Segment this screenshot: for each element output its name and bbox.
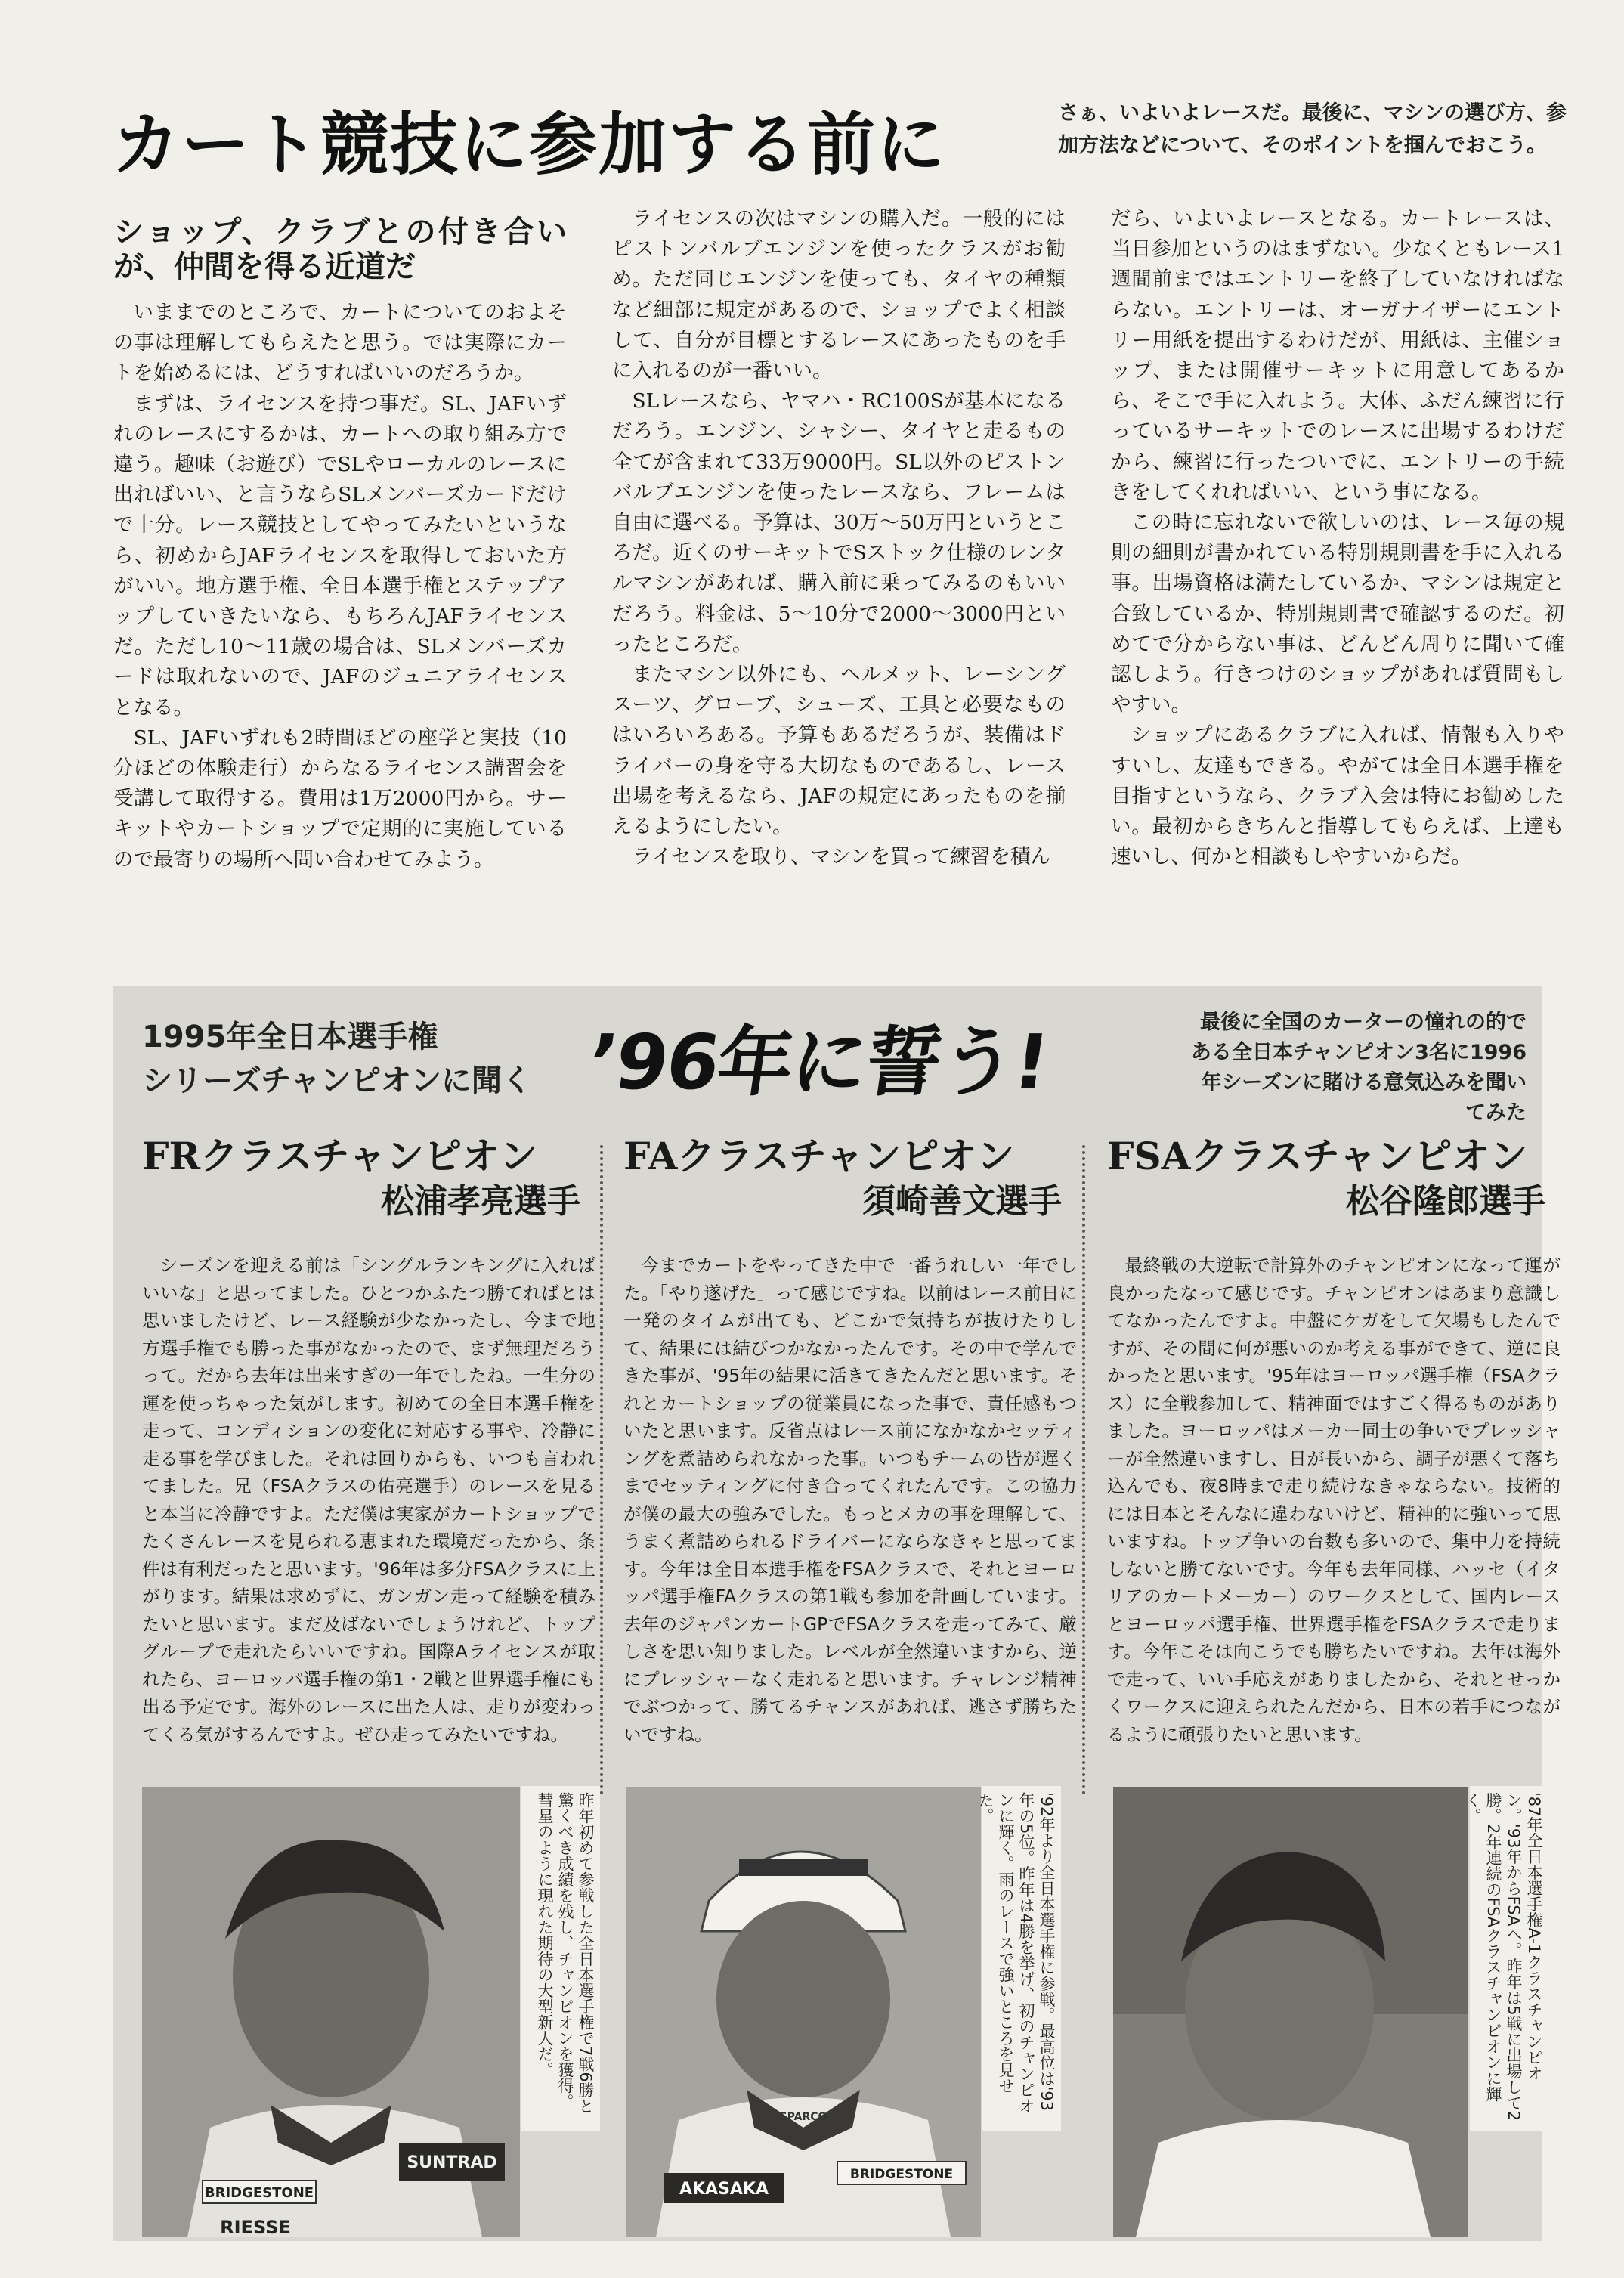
article-title: カート競技に参加する前に bbox=[112, 105, 946, 184]
champion-interview-text: 今までカートをやってきた中で一番うれしい一年でした。「やり遂げた」って感じですね。以前はレース前日に一発のタイムが出ても、どこかで気持ちが抜けたりして、結果には結びつかなかったんです。その中で学んできた事が、'95年の結果に活きてきたんだと思います。それとカートショップの従業員になった事で、責任感もついたと思います。反省点はレース前になかなかセッティングを煮詰められなかった事。いつもチームの皆が遅くまでセッティングに付き合ってくれたんです。この協力が僕の最大の強みでした。もっとメカの事を理解して、うまく煮詰められるドライバーにならなきゃと思ってます。今年は全日本選手権をFSAクラスで、それとヨーロッパ選手権FAクラスの第1戦も参加を計画しています。去年のジャパンカートGPでFSAクラスを走ってみて、厳しさを思い知りました。レベルが全然違いますから、逆にプレッシャーなく走れると思います。チャレンジ精神でぶつかって、勝てるチャンスがあれば、逃さず勝ちたいですね。 bbox=[623, 1255, 1077, 1745]
champion-name: 松浦孝亮選手 bbox=[381, 1182, 580, 1221]
paragraph: だら、いよいよレースとなる。カートレースは、当日参加というのはまずない。少なくともレース1週間前まではエントリーを終了していなければならない。エントリーは、オーガナイザーにエントリー用紙を提出するわけだが、用紙は、主催ショップ、または開催サーキットに用意してあるから、そこで手に入れよう。大体、ふだん練習に行っているサーキットでのレースに出場するわけだから、練習に行ったついでに、エントリーの手続きをしてくれればいい、という事になる。 bbox=[1111, 207, 1564, 504]
paragraph: いままでのところで、カートについてのおよその事は理解してもらえたと思う。では実際にカートを始めるには、どうすればいいのだろうか。 bbox=[113, 301, 567, 385]
champion-name: 須崎善文選手 bbox=[862, 1182, 1062, 1221]
paragraph: まずは、ライセンスを持つ事だ。SL、JAFいずれのレースにするかは、カートへの取り組み方で違う。趣味（お遊び）でSLやローカルのレースに出ればいい、と言うならSLメンバーズカードだけで十分。レース競技としてやってみたいというなら、初めからJAFライセンスを取得しておいた方がいい。地方選手権、全日本選手権とステップアップしていきたいなら、もちろんJAFライセンスだ。ただし10～11歳の場合は、SLメンバーズカードは取れないので、JAFのジュニアライセンスとなる。 bbox=[113, 392, 567, 720]
champion-interview-text: シーズンを迎える前は「シングルランキングに入ればいいな」と思ってました。ひとつかふたつ勝てればとは思いましたけど、レース経験が少なかったし、今まで地方選手権でも勝った事がなかったので、まず無理だろうって。だから去年は出来すぎの一年でしたね。一生分の運を使っちゃった気がします。初めての全日本選手権を走って、コンディションの変化に対応する事や、冷静に走る事を学びました。それは回りからも、いつも言われてました。兄（FSAクラスの佑亮選手）のレースを見ると本当に冷静ですよ。ただ僕は実家がカートショップでたくさんレースを見られる恵まれた環境だったから、条件は有利だったと思います。'96年は多分FSAクラスに上がります。結果は求めずに、ガンガン走って経験を積みたいと思います。まだ及ばないでしょうけれど、トップグループで走れたらいいですね。国際Aライセンスが取れたら、ヨーロッパ選手権の第1・2戦と世界選手権にも出る予定です。海外のレースに出た人は、走りが変わってくる気がするんですよ。ぜひ走ってみたいですね。 bbox=[142, 1255, 595, 1745]
champion-photo-matsutani bbox=[1113, 1787, 1468, 2237]
interview-title: ’96年に誓う! bbox=[582, 1018, 1053, 1107]
champion-class: FAクラスチャンピオン bbox=[623, 1134, 1015, 1178]
logo-bridgestone: BRIDGESTONE bbox=[849, 2167, 954, 2182]
interview-box bbox=[113, 986, 1561, 2241]
paragraph: ライセンスを取り、マシンを買って練習を積ん bbox=[632, 845, 1050, 869]
interview-lead-line-1: 1995年全日本選手権 bbox=[142, 1020, 438, 1054]
article-subheading: ショップ、クラブとの付き合いが、仲間を得る近道だ bbox=[113, 215, 567, 284]
column-divider bbox=[600, 1145, 603, 1795]
portrait-illustration bbox=[1113, 1787, 1468, 2237]
article-column-2 bbox=[612, 204, 1066, 872]
logo-suntrad: SUNTRAD bbox=[407, 2153, 497, 2172]
champion-fa bbox=[623, 1134, 1077, 1748]
logo-bridgestone: BRIDGESTONE bbox=[204, 2185, 314, 2201]
photo-caption: '92年より全日本選手権に参戦。最高位は'93年の5位。昨年は4勝を挙げ、初のチャンピオンに輝く。雨のレースで強いところを見せた。 bbox=[982, 1786, 1061, 2131]
champion-class: FRクラスチャンピオン bbox=[142, 1134, 538, 1178]
paragraph: ライセンスの次はマシンの購入だ。一般的にはピストンバルブエンジンを使ったクラスがお勧め。ただ同じエンジンを使っても、タイヤの種類など細部に規定があるので、ショップでよく相談して、自分が目標とするレースにあったものを手に入れるのが一番いい。 bbox=[612, 207, 1066, 383]
interview-intro: 最後に全国のカーターの憧れの的である全日本チャンピオン3名に1996年シーズンに賭ける意気込みを聞いてみた bbox=[1190, 1011, 1527, 1125]
article-column-3 bbox=[1111, 204, 1564, 872]
logo-akasaka: AKASAKA bbox=[679, 2180, 769, 2199]
champion-fr bbox=[142, 1134, 595, 1748]
logo-riesse: RIESSE bbox=[220, 2217, 291, 2237]
interview-lead-line-2: シリーズチャンピオンに聞く bbox=[142, 1063, 532, 1098]
photo-caption: '87年全日本選手権A-1クラスチャンピオン。'93年からFSAへ。昨年は5戦に出場して2勝。2年連続のFSAクラスチャンピオンに輝く。 bbox=[1470, 1786, 1548, 2131]
champion-photo-matsuura bbox=[142, 1787, 520, 2237]
champion-name: 松谷隆郎選手 bbox=[1346, 1182, 1545, 1221]
paragraph: またマシン以外にも、ヘルメット、レーシングスーツ、グローブ、シューズ、工具と必要なものはいろいろある。予算もあるだろうが、装備はドライバーの身を守る大切なものであるし、レース出場を考えるなら、JAFの規定にあったものを揃えるようにしたい。 bbox=[612, 663, 1066, 839]
article-column-1 bbox=[113, 204, 567, 875]
photo-caption: 昨年初めて参戦した全日本選手権で7戦6勝と驚くべき成績を残し、チャンピオンを獲得。彗星のように現れた期待の大型新人だ。 bbox=[521, 1786, 600, 2131]
portrait-illustration bbox=[142, 1787, 520, 2237]
champion-photo-suzaki bbox=[626, 1787, 981, 2237]
champion-class: FSAクラスチャンピオン bbox=[1107, 1134, 1528, 1178]
interview-lead bbox=[142, 1015, 532, 1103]
paragraph: ショップにあるクラブに入れば、情報も入りやすいし、友達もできる。やがては全日本選手権を目指すというなら、クラブ入会は特にお勧めしたい。最初からきちんと指導してもらえば、上達も速いし、何かと相談もしやすいからだ。 bbox=[1111, 723, 1564, 869]
article-lead: さぁ、いよいよレースだ。最後に、マシンの選び方、参加方法などについて、そのポイントを掴んでおこう。 bbox=[1058, 101, 1567, 157]
paragraph: この時に忘れないで欲しいのは、レース毎の規則の細則が書かれている特別規則書を手に入れる事。出場資格は満たしているか、マシンは規定と合致しているか、特別規則書で確認するのだ。初めてで分からない事は、どんどん周りに聞いて確認しよう。行きつけのショップがあれば質問もしやすい。 bbox=[1111, 511, 1564, 717]
portrait-illustration bbox=[626, 1787, 981, 2237]
logo-sparco: SPARCO bbox=[779, 2111, 827, 2123]
champion-interview-text: 最終戦の大逆転で計算外のチャンピオンになって運が良かったなって感じです。チャンピオンはあまり意識してなかったんですよ。中盤にケガをして欠場もしたんですが、その間に何が悪いのか考える事ができて、逆に良かったと思います。'95年はヨーロッパ選手権（FSAクラス）に全戦参加して、精神面ではすごく得るものがありました。ヨーロッパはメーカー同士の争いでプレッシャーが全然違いますし、日が長いから、調子が悪くて落ち込んでも、夜8時まで走り続けなきゃならない。技術的には日本とそんなに違わないけど、精神的に強いって思いますね。トップ争いの台数も多いので、集中力を持続しないと勝てないです。今年も去年同様、ハッセ（イタリアのカートメーカー）のワークスとして、国内レースとヨーロッパ選手権、世界選手権をFSAクラスで走ります。今年こそは向こうでも勝ちたいですね。去年は海外で走って、いい手応えがありましたから、それとせっかくワークスに迎えられたんだから、日本の若手につながるように頑張りたいと思います。 bbox=[1107, 1255, 1561, 1745]
column-divider bbox=[1082, 1145, 1085, 1795]
champion-fsa bbox=[1107, 1134, 1561, 1748]
paragraph: SL、JAFいずれも2時間ほどの座学と実技（10分ほどの体験走行）からなるライセンス講習会を受講して取得する。費用は1万2000円から。サーキットやカートショップで定期的に実施しているので最寄りの場所へ問い合わせてみよう。 bbox=[113, 726, 567, 871]
paragraph: SLレースなら、ヤマハ・RC100Sが基本になるだろう。エンジン、シャシー、タイヤと走るもの全てが含まれて33万9000円。SL以外のピストンバルブエンジンを使ったレースなら、フレームは自由に選べる。予算は、30万～50万円というところだ。近くのサーキットでSストック仕様のレンタルマシンがあれば、購入前に乗ってみるのもいいだろう。料金は、5～10分で2000～3000円といったところだ。 bbox=[612, 389, 1066, 656]
